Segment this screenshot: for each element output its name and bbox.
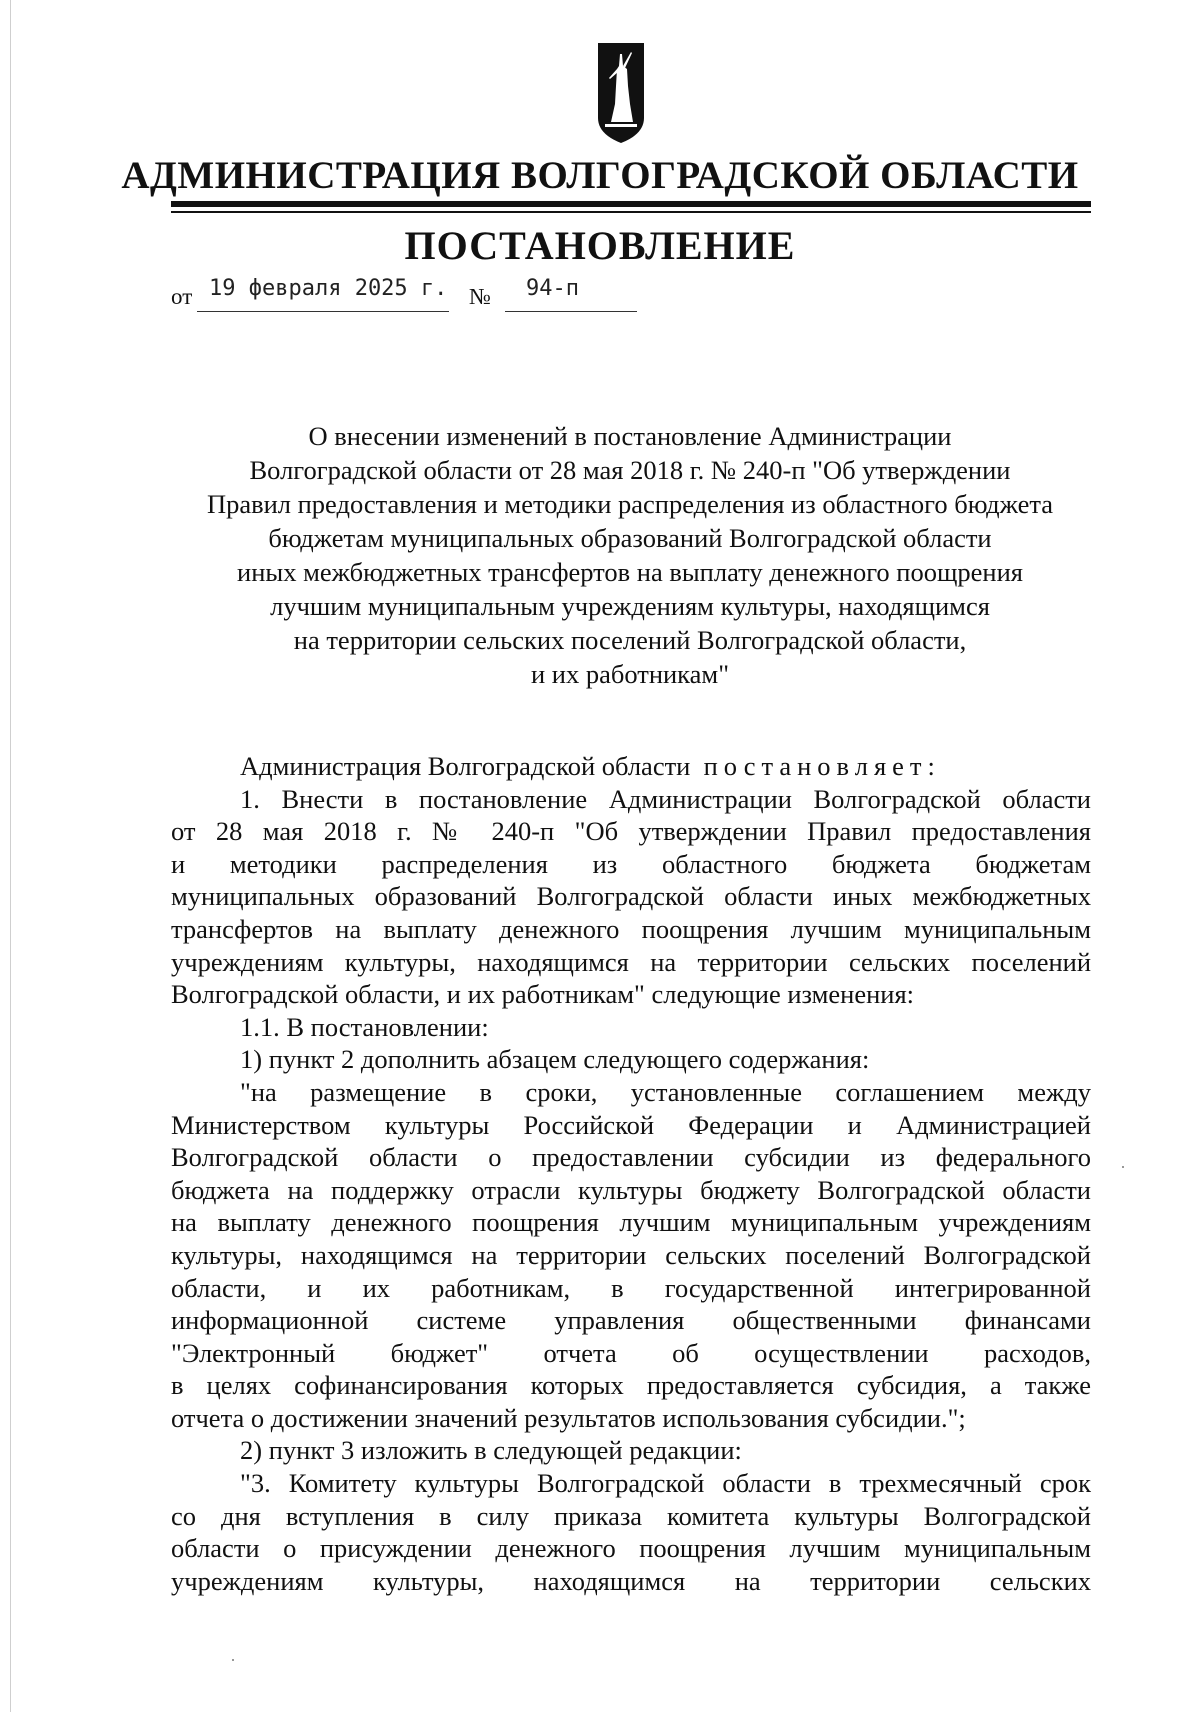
subitem-1-quote-line: области, и их работникам, в государственной интегрированной — [171, 1272, 1091, 1303]
organization-title: АДМИНИСТРАЦИЯ ВОЛГОГРАДСКОЙ ОБЛАСТИ — [121, 154, 1079, 197]
subject-line: Правил предоставления и методики распределения из областного бюджета — [206, 489, 1054, 519]
document-type-title: ПОСТАНОВЛЕНИЕ — [404, 223, 796, 268]
subitem-2-quote-line: учреждениям культуры, находящимся на территории сельских — [171, 1565, 1091, 1596]
subject-line: О внесении изменений в постановление Администрации — [308, 421, 952, 451]
date-underline — [197, 311, 449, 312]
subitem-2-quote-line: со дня вступления в силу приказа комитета культуры Волгоградской — [171, 1500, 1091, 1531]
subject-line: лучшим муниципальным учреждениям культуры, находящимся — [270, 591, 990, 621]
subitem-2-quote-line: "3. Комитету культуры Волгоградской области в трехмесячный срок — [240, 1468, 1091, 1499]
subitem-1-quote-line: Волгоградской области о предоставлении субсидии из федерального — [171, 1142, 1091, 1173]
date-number-line — [171, 276, 651, 316]
volgograd-emblem-icon — [597, 42, 645, 144]
scan-speck — [1122, 1166, 1124, 1168]
preamble-text: Администрация Волгоградской области — [240, 751, 691, 781]
subitem-1-quote-line: культуры, находящимся на территории сельских поселений Волгоградской — [171, 1239, 1091, 1270]
preamble — [171, 750, 1091, 783]
subitem-1-quote-line: бюджета на поддержку отрасли культуры бюджету Волгоградской области — [171, 1174, 1091, 1205]
document-number: 94-п — [526, 276, 579, 301]
subitem-1-quote-line: в целях софинансирования которых предоставляется субсидия, а также — [171, 1370, 1091, 1401]
header-rule-thick — [171, 201, 1091, 207]
item-1-line: от 28 мая 2018 г. № 240-п "Об утверждении Правил предоставления — [171, 816, 1091, 847]
item-1-line: трансфертов на выплату денежного поощрения лучшим муниципальным — [171, 913, 1091, 944]
item-1-line: 1. Внести в постановление Администрации Волгоградской области — [240, 783, 1091, 814]
document-date: 19 февраля 2025 г. — [209, 276, 448, 301]
subject-line: и их работникам" — [530, 659, 730, 689]
item-1-1: 1.1. В постановлении: — [240, 1011, 489, 1042]
document-subject — [170, 419, 1090, 691]
header-rule-thin — [171, 211, 1091, 213]
scan-speck — [232, 1659, 234, 1661]
subitem-1-quote-line: "Электронный бюджет" отчета об осуществлении расходов, — [171, 1337, 1091, 1368]
preamble-action: постановляет: — [703, 751, 941, 781]
subitem-1-intro: 1) пункт 2 дополнить абзацем следующего содержания: — [240, 1044, 870, 1075]
item-1-line: и методики распределения из областного бюджета бюджетам — [171, 848, 1091, 879]
subject-line: иных межбюджетных трансфертов на выплату денежного поощрения — [237, 557, 1023, 587]
number-underline — [505, 311, 637, 312]
subject-line: Волгоградской области от 28 мая 2018 г. № 240-п "Об утверждении — [249, 455, 1011, 485]
date-from-label: от — [171, 284, 193, 309]
subitem-1-quote-line: на выплату денежного поощрения лучшим муниципальным учреждениям — [171, 1207, 1091, 1238]
subitem-2-quote-line: области о присуждении денежного поощрения лучшим муниципальным — [171, 1533, 1091, 1564]
subitem-2-intro: 2) пункт 3 изложить в следующей редакции: — [240, 1435, 742, 1466]
item-1-line: Волгоградской области, и их работникам" следующие изменения: — [171, 979, 915, 1010]
subitem-1-quote-line: "на размещение в сроки, установленные соглашением между — [240, 1076, 1091, 1107]
item-1-line: муниципальных образований Волгоградской области иных межбюджетных — [171, 881, 1091, 912]
subitem-1-quote-line: Министерством культуры Российской Федерации и Администрацией — [171, 1109, 1091, 1140]
number-label: № — [469, 284, 491, 309]
subitem-1-quote-line: отчета о достижении значений результатов использования субсидии."; — [171, 1402, 966, 1433]
item-1-line: учреждениям культуры, находящимся на территории сельских поселений — [171, 946, 1091, 977]
subject-line: бюджетам муниципальных образований Волгоградской области — [268, 523, 992, 553]
document-body — [171, 750, 1091, 1597]
subitem-1-quote-line: информационной системе управления общественными финансами — [171, 1305, 1091, 1336]
subject-line: на территории сельских поселений Волгоградской области, — [293, 625, 967, 655]
